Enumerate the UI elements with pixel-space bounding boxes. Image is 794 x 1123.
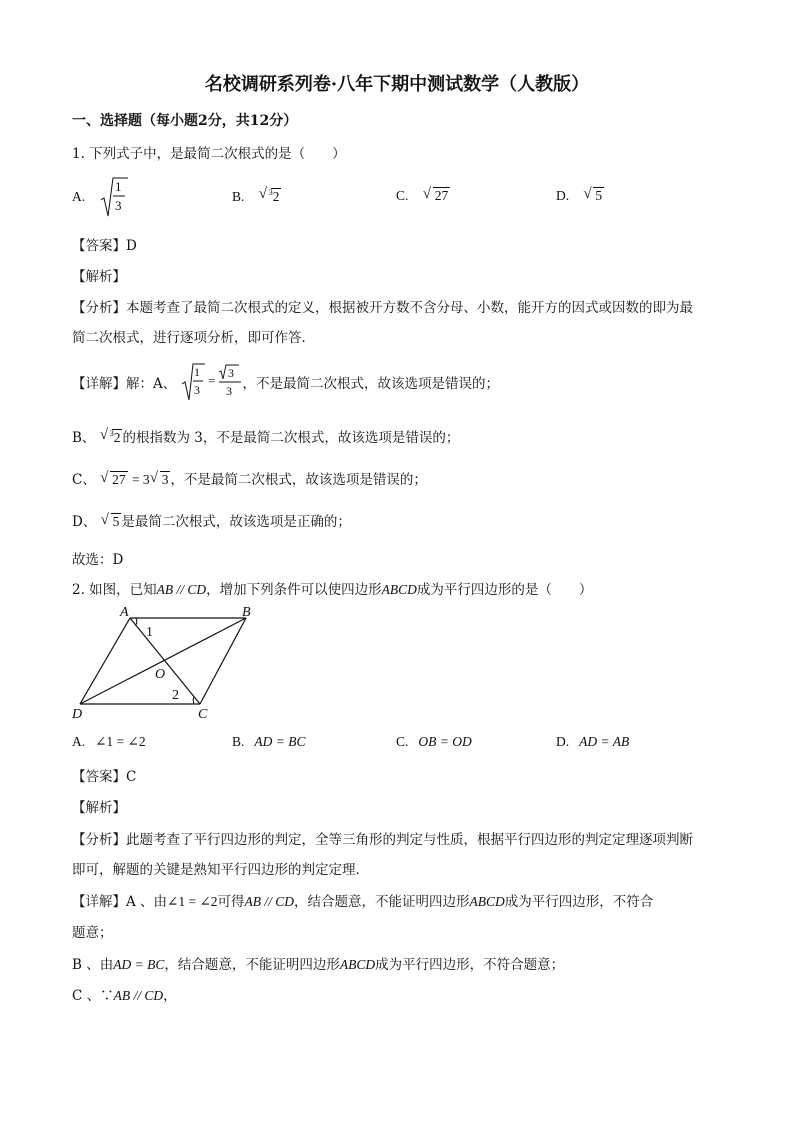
stem-math: AB // CD [156, 582, 207, 597]
label-d: D [72, 707, 83, 720]
q1-answer [72, 234, 137, 254]
detail-c-prefix: C、 [72, 472, 96, 488]
page-title: 名校调研系列卷·八年下期中测试数学（人教版） [204, 74, 590, 95]
analysis-text: 本题考查了最简二次根式的定义，根据被开方数不含分母、小数，能开方的因式或因数的即为最 [126, 300, 693, 316]
analysis-head: 【分析】 [72, 300, 126, 316]
option-letter: C. [396, 734, 409, 749]
q2-detail-b [72, 953, 564, 973]
detail-b-suffix: 的根指数为 3，不是最简二次根式，故该选项是错误的； [122, 430, 460, 446]
option-letter: A. [72, 734, 86, 749]
svg-text:3: 3 [115, 198, 122, 213]
detail-head: 【详解】 [72, 376, 126, 392]
section-heading: 一、选择题（每小题2分，共12分） [72, 113, 298, 129]
stem-part: ，增加下列条件可以使四边形 [206, 582, 382, 598]
answer-label: 【答案】 [72, 769, 126, 785]
analysis-text: 此题考查了平行四边形的判定，全等三角形的判定与性质，根据平行四边形的判定定理逐项判断 [126, 832, 693, 848]
detail-d-suffix: 是最简二次根式，故该选项是正确的； [121, 514, 351, 530]
q1-option-c[interactable] [396, 188, 450, 204]
q2-option-c[interactable] [396, 734, 472, 750]
detail-part: ，结合题意，不能证明四边形 [164, 957, 340, 973]
option-letter: B. [232, 734, 245, 749]
analysis-head: 【分析】 [72, 832, 126, 848]
detail-part: 成为平行四边形，不符合 [504, 894, 654, 910]
option-letter: A. [72, 188, 86, 204]
q1-analysis-line-2: 简二次根式，进行逐项分析，即可作答． [72, 330, 315, 346]
q1-detail-a [72, 362, 499, 402]
option-letter: D. [556, 734, 570, 749]
q2-option-d[interactable] [556, 734, 629, 750]
detail-a-suffix: ，不是最简二次根式，故该选项是错误的； [242, 376, 500, 392]
detail-head: 【详解】 [72, 894, 126, 910]
q1-analysis-line-1 [72, 296, 693, 316]
svg-text:=: = [207, 373, 215, 388]
detail-part: ，结合题意，不能证明四边形 [294, 894, 470, 910]
parallelogram-figure [70, 602, 260, 720]
detail-part: A 、由 [126, 894, 168, 910]
q2-answer [72, 765, 136, 785]
sqrt-27: √ 27 [422, 186, 449, 203]
svg-text:3: 3 [227, 366, 234, 380]
q1-choice: 故选：D [72, 552, 124, 568]
q2-analysis-label: 【解析】 [72, 800, 126, 816]
option-expr: ∠1 = ∠2 [95, 734, 146, 749]
detail-math: ABCD [339, 957, 376, 972]
option-letter: D. [556, 188, 570, 203]
answer-value: C [126, 769, 137, 785]
sqrt-27: √ 27 [100, 470, 126, 487]
stem-math: ABCD [381, 582, 417, 597]
q1-option-a[interactable] [72, 176, 129, 218]
detail-part: B 、由 [72, 957, 114, 973]
label-c: C [198, 707, 208, 720]
sqrt-3: √ 3 [149, 470, 169, 487]
detail-part: C 、∵ [72, 988, 114, 1004]
q1-detail-d [72, 510, 351, 530]
detail-c-suffix: ，不是最简二次根式，故该选项是错误的； [170, 472, 427, 488]
question-1-stem: 1. 下列式子中，是最简二次根式的是（ ） [72, 146, 346, 162]
detail-part: ， [163, 988, 177, 1004]
q2-detail-c [72, 984, 177, 1004]
sqrt-5: √ 5 [583, 186, 603, 203]
detail-part: 可得 [217, 894, 245, 910]
svg-text:1: 1 [193, 365, 200, 379]
option-expr: OB = OD [418, 734, 472, 749]
detail-part: 成为平行四边形，不符合题意； [375, 957, 565, 973]
option-expr: AD = BC [254, 734, 306, 749]
option-expr: AD = AB [579, 734, 630, 749]
q2-analysis-line-2: 即可，解题的关键是熟知平行四边形的判定定理． [72, 862, 369, 878]
stem-part: 成为平行四边形的是（ ） [416, 582, 593, 598]
diagonal-ac [130, 618, 200, 704]
question-2-stem [72, 578, 592, 598]
detail-d-prefix: D、 [72, 514, 97, 530]
q2-option-b[interactable] [232, 734, 306, 750]
option-letter: B. [232, 189, 245, 204]
segment-bc [200, 618, 246, 704]
detail-math: AB // CD [244, 894, 295, 909]
label-angle-2: 2 [172, 688, 179, 703]
label-a: A [120, 605, 129, 620]
detail-math: ABCD [469, 894, 505, 909]
q1-analysis-label: 【解析】 [72, 269, 126, 285]
q2-analysis-line-1 [72, 828, 693, 848]
answer-value: D [126, 238, 137, 254]
detail-math: AB // CD [113, 988, 164, 1003]
cube-root-two: $^3$ √ 2 [258, 186, 280, 204]
q2-detail-a-cont: 题意； [72, 925, 113, 941]
q1-detail-b [72, 426, 459, 446]
label-o: O [155, 667, 166, 682]
answer-label: 【答案】 [72, 238, 126, 254]
sqrt-5: √ 5 [100, 512, 120, 529]
sqrt-one-third [99, 176, 129, 218]
detail-math: ∠1 = ∠2 [167, 894, 218, 909]
stem-part: 2. 如图，已知 [72, 582, 157, 598]
sqrt-one-third-equation [181, 362, 243, 402]
equals-three: = 3 [131, 472, 150, 487]
q1-detail-c [72, 468, 427, 488]
detail-a-prefix: 解：A、 [126, 376, 177, 392]
q2-option-a[interactable] [72, 734, 146, 750]
q1-option-d[interactable] [556, 188, 604, 204]
label-angle-1: 1 [146, 625, 153, 640]
option-letter: C. [396, 188, 409, 203]
label-b: B [242, 605, 251, 620]
cube-root-two: $^3$ √ 2 [99, 427, 121, 445]
svg-text:3: 3 [193, 383, 200, 397]
detail-math: AD = BC [113, 957, 165, 972]
svg-text:1: 1 [115, 179, 122, 194]
detail-b-prefix: B、 [72, 430, 96, 446]
q1-option-b[interactable] [232, 188, 281, 205]
q2-detail-a [72, 890, 653, 910]
svg-text:3: 3 [225, 384, 232, 398]
